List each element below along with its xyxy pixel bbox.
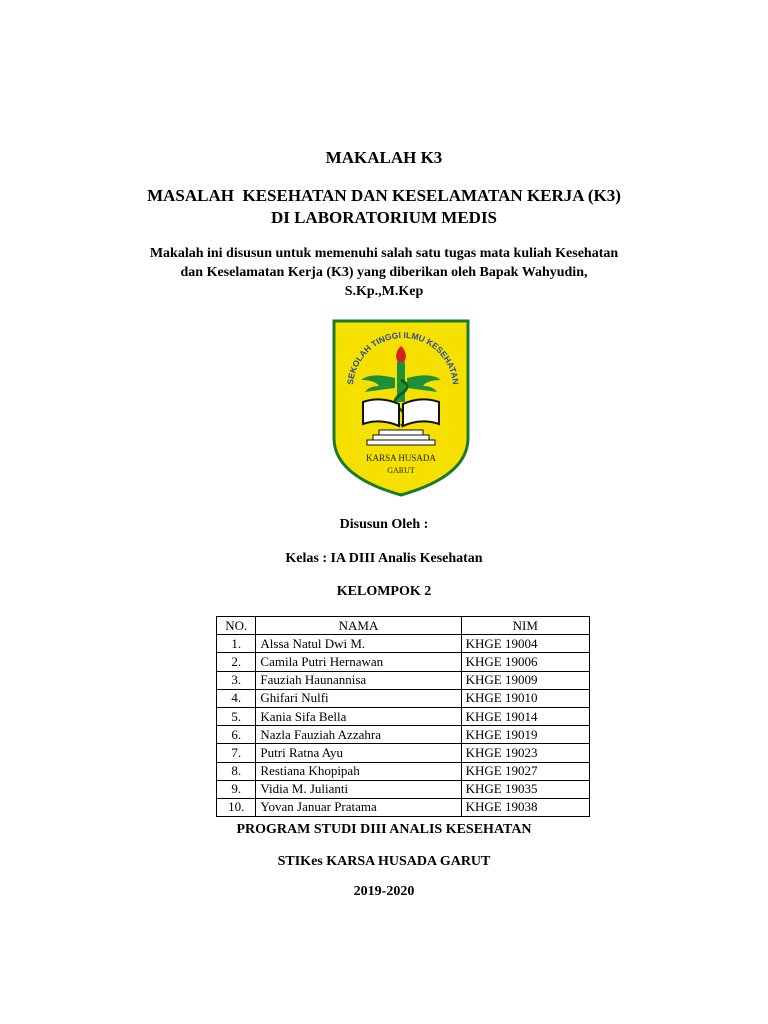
header-nim: NIM	[461, 617, 589, 635]
cell-nama: Kania Sifa Bella	[256, 707, 461, 725]
cell-nim: KHGE 19027	[461, 762, 589, 780]
member-table	[216, 616, 590, 817]
logo-text-line-2: GARUT	[387, 466, 415, 475]
cell-no: 2.	[217, 653, 256, 671]
cell-no: 6.	[217, 726, 256, 744]
description-line-3: S.Kp.,M.Kep	[344, 284, 424, 299]
table-row	[217, 744, 590, 762]
cell-no: 8.	[217, 762, 256, 780]
table-row	[217, 762, 590, 780]
cell-no: 9.	[217, 780, 256, 798]
college-logo	[331, 318, 471, 498]
table-row	[217, 671, 590, 689]
class-label: Kelas : IA DIII Analis Kesehatan	[285, 551, 483, 566]
cell-nim: KHGE 19004	[461, 635, 589, 653]
cell-nama: Ghifari Nulfi	[256, 689, 461, 707]
cell-no: 3.	[217, 671, 256, 689]
cell-nim: KHGE 19009	[461, 671, 589, 689]
cell-no: 4.	[217, 689, 256, 707]
cell-nim: KHGE 19038	[461, 798, 589, 816]
cell-no: 1.	[217, 635, 256, 653]
table-row	[217, 707, 590, 725]
cell-nama: Vidia M. Julianti	[256, 780, 461, 798]
logo-step-icon	[373, 435, 429, 440]
table-row	[217, 653, 590, 671]
table-row	[217, 689, 590, 707]
author-label: Disusun Oleh :	[339, 517, 429, 532]
school-label: STIKes KARSA HUSADA GARUT	[277, 854, 491, 869]
cell-nama: Fauziah Haunannisa	[256, 671, 461, 689]
table-header-row	[217, 617, 590, 635]
cell-nama: Putri Ratna Ayu	[256, 744, 461, 762]
table-row	[217, 635, 590, 653]
year-label: 2019-2020	[353, 884, 415, 899]
logo-step-icon	[379, 430, 423, 435]
logo-step-icon	[367, 440, 435, 445]
cell-nama: Alssa Natul Dwi M.	[256, 635, 461, 653]
logo-arc-text: SEKOLAH TINGGI ILMU KESEHATAN	[345, 329, 461, 386]
table-row	[217, 780, 590, 798]
cell-nama: Nazla Fauziah Azzahra	[256, 726, 461, 744]
cell-nama: Camila Putri Hernawan	[256, 653, 461, 671]
cell-no: 5.	[217, 707, 256, 725]
subtitle-line-2: DI LABORATORIUM MEDIS	[270, 208, 498, 227]
cell-nim: KHGE 19006	[461, 653, 589, 671]
cell-nim: KHGE 19014	[461, 707, 589, 725]
cell-no: 7.	[217, 744, 256, 762]
description-line-1: Makalah ini disusun untuk memenuhi salah satu tugas mata kuliah Kesehatan	[149, 246, 619, 261]
description-line-2: dan Keselamatan Kerja (K3) yang diberikan oleh Bapak Wahyudin,	[180, 265, 588, 280]
logo-text-line-1: KARSA HUSADA	[366, 453, 436, 463]
cell-nim: KHGE 19035	[461, 780, 589, 798]
group-label: KELOMPOK 2	[336, 584, 432, 599]
header-nama: NAMA	[256, 617, 461, 635]
table-row	[217, 798, 590, 816]
subtitle-line-1: MASALAH KESEHATAN DAN KESELAMATAN KERJA (K3)	[147, 186, 621, 205]
header-no: NO.	[217, 617, 256, 635]
document-subtitle	[0, 185, 768, 229]
cell-nim: KHGE 19023	[461, 744, 589, 762]
cell-nama: Restiana Khopipah	[256, 762, 461, 780]
document-description	[0, 244, 768, 301]
cell-nim: KHGE 19010	[461, 689, 589, 707]
program-label: PROGRAM STUDI DIII ANALIS KESEHATAN	[236, 822, 532, 837]
table-row	[217, 726, 590, 744]
cell-nim: KHGE 19019	[461, 726, 589, 744]
document-title: MAKALAH K3	[325, 148, 443, 167]
cell-no: 10.	[217, 798, 256, 816]
cell-nama: Yovan Januar Pratama	[256, 798, 461, 816]
